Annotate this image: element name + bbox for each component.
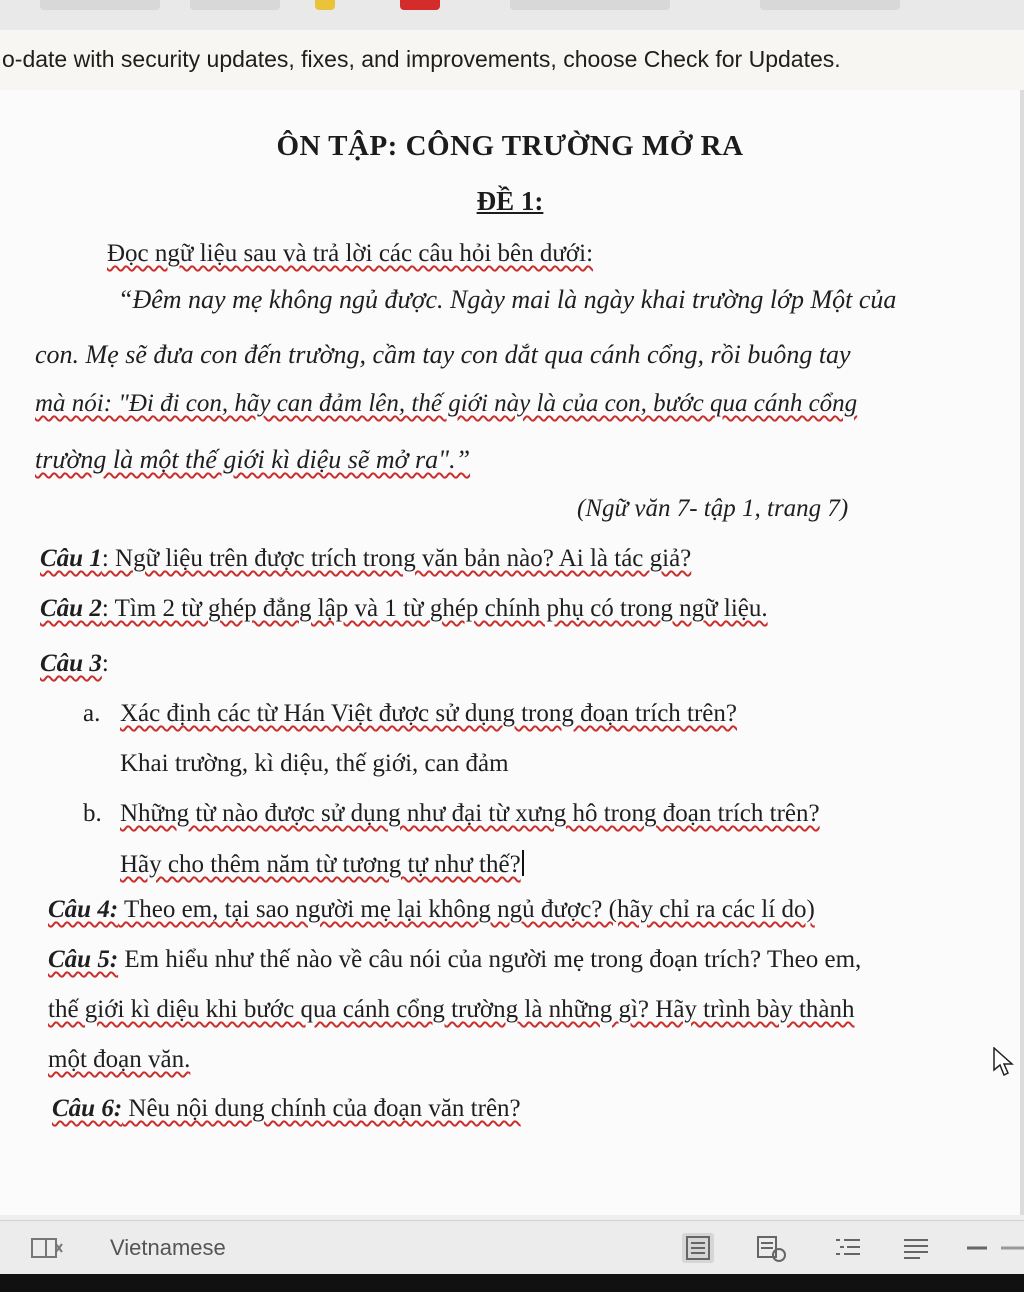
question-3a-marker: a. <box>83 700 101 727</box>
toolbar-button[interactable] <box>190 0 280 10</box>
notification-text: o-date with security updates, fixes, and improvements, choose Check for Updates. <box>2 46 841 72</box>
top-toolbar <box>0 0 1024 31</box>
passage-line-1: “Đêm nay mẹ không ngủ được. Ngày mai là ngày khai trường lớp Một của <box>118 285 897 314</box>
question-3 <box>40 650 109 678</box>
question-3-label: Câu 3 <box>40 650 102 677</box>
document-subtitle <box>0 186 1020 217</box>
question-3-suffix: : <box>101 650 109 677</box>
question-6-label: Câu 6: <box>52 1095 123 1122</box>
zoom-slider-icon[interactable] <box>965 1233 1024 1263</box>
question-3b-followup-text: Hãy cho thêm năm từ tương tự như thế? <box>120 851 521 878</box>
web-layout-icon[interactable] <box>755 1233 787 1263</box>
toolbar-button[interactable] <box>760 0 900 10</box>
question-6 <box>52 1095 521 1123</box>
print-layout-icon[interactable] <box>682 1233 714 1263</box>
question-5-line-3: một đoạn văn. <box>48 1046 191 1073</box>
passage-line-4: trường là một thế giới kì diệu sẽ mở ra".” <box>35 445 471 474</box>
question-4-text: Theo em, tại sao người mẹ lại không ngủ được? (hãy chỉ ra các lí do) <box>118 896 815 923</box>
passage-line-2: con. Mẹ sẽ đưa con đến trường, cầm tay con dắt qua cánh cổng, rồi buông tay <box>35 340 851 369</box>
status-bar <box>0 1220 1024 1275</box>
question-3b-text: Những từ nào được sử dụng như đại từ xưng hô trong đoạn trích trên? <box>120 800 820 827</box>
mouse-pointer-icon <box>992 1047 1014 1077</box>
question-6-text: Nêu nội dung chính của đoạn văn trên? <box>122 1095 521 1122</box>
question-1-text: : Ngữ liệu trên được trích trong văn bản nào? Ai là tác giả? <box>101 545 692 572</box>
question-4 <box>48 896 815 924</box>
question-2-text: : Tìm 2 từ ghép đẳng lập và 1 từ ghép chính phụ có trong ngữ liệu. <box>101 595 768 622</box>
question-1 <box>40 545 691 573</box>
toolbar-button[interactable] <box>510 0 670 10</box>
question-3b-followup[interactable] <box>120 850 524 879</box>
document-page[interactable] <box>0 90 1024 1215</box>
question-3a-text: Xác định các từ Hán Việt được sử dụng trong đoạn trích trên? <box>120 700 738 727</box>
toolbar-button[interactable] <box>40 0 160 10</box>
language-label[interactable]: Vietnamese <box>110 1235 226 1260</box>
draft-icon[interactable] <box>900 1233 932 1263</box>
instruction-line: Đọc ngữ liệu sau và trả lời các câu hỏi bên dưới: <box>107 240 594 267</box>
question-5-line-2: thế giới kì diệu khi bước qua cánh cổng trường là những gì? Hãy trình bày thành <box>48 996 855 1023</box>
document-title: ÔN TẬP: CÔNG TRƯỜNG MỞ RA <box>276 130 744 162</box>
source-citation: (Ngữ văn 7- tập 1, trang 7) <box>577 495 849 522</box>
update-notification-bar <box>0 30 1024 91</box>
question-1-label: Câu 1 <box>40 545 102 572</box>
outline-icon[interactable] <box>832 1233 864 1263</box>
question-2 <box>40 595 768 623</box>
subtitle-text: ĐỀ 1: <box>476 186 544 216</box>
toolbar-button[interactable] <box>400 0 440 10</box>
toolbar-button[interactable] <box>315 0 335 10</box>
question-5-line-1: Em hiểu như thế nào về câu nói của người mẹ trong đoạn trích? Theo em, <box>118 946 862 973</box>
text-cursor <box>522 850 524 876</box>
screen-bezel <box>0 1274 1024 1292</box>
question-3b-marker: b. <box>83 800 102 827</box>
proofing-icon[interactable] <box>30 1236 64 1260</box>
question-4-label: Câu 4: <box>48 896 119 923</box>
question-5 <box>48 946 861 974</box>
question-3a-answer: Khai trường, kì diệu, thế giới, can đảm <box>120 750 509 777</box>
question-5-label: Câu 5: <box>48 946 119 973</box>
passage-line-3: mà nói: "Đi đi con, hãy can đảm lên, thế giới này là của con, bước qua cánh cổng <box>35 390 858 417</box>
question-2-label: Câu 2 <box>40 595 102 622</box>
